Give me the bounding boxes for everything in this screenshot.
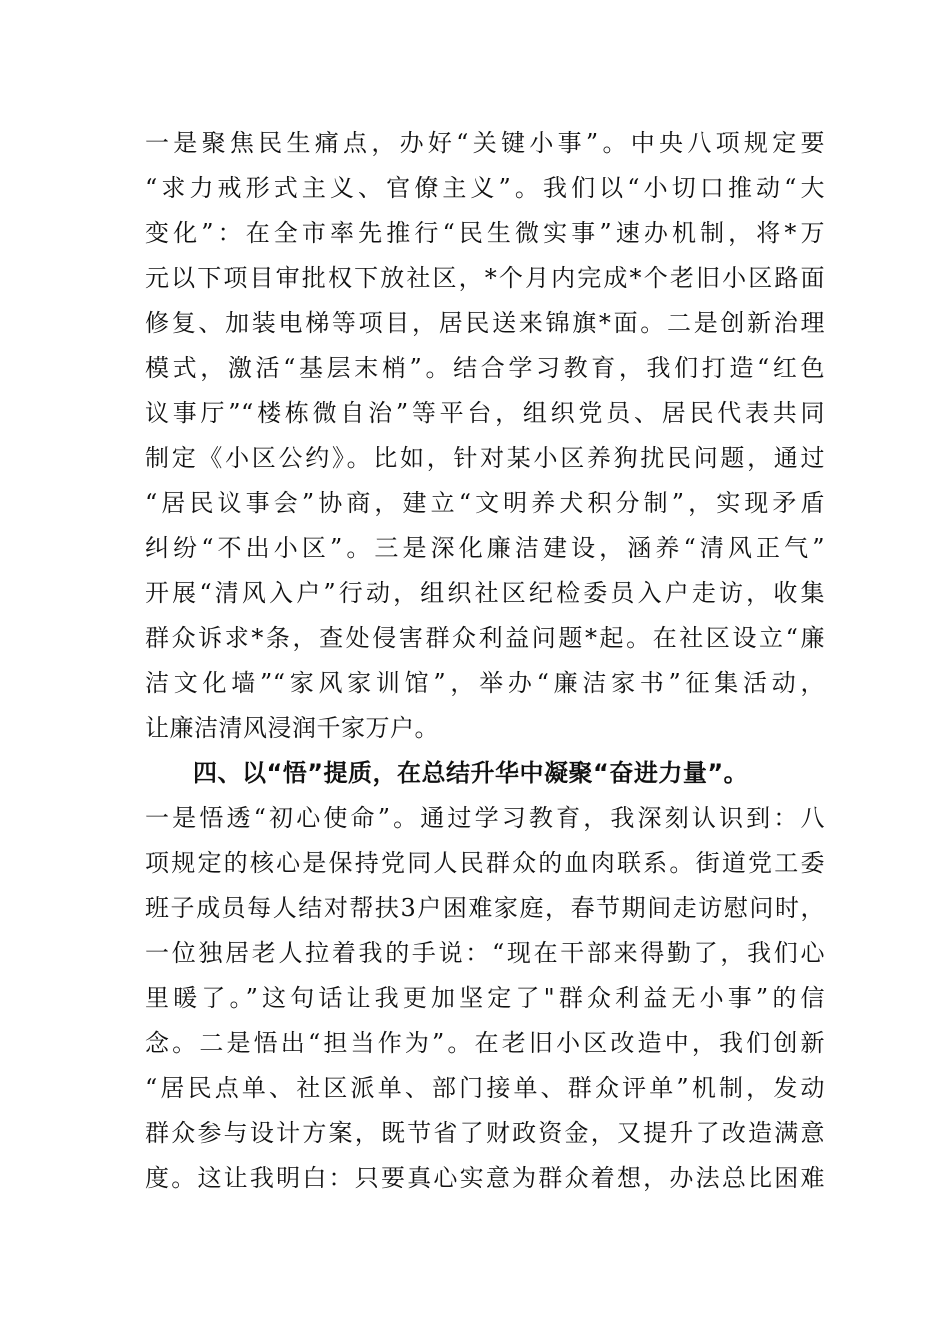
paragraph-line: “求力戒形式主义、官僚主义”。我们以“小切口推动“大 xyxy=(145,174,825,202)
paragraph-line: 让廉洁清风浸润千家万户。 xyxy=(145,714,439,742)
paragraph-line: 一位独居老人拉着我的手说：“现在干部来得勤了，我们心 xyxy=(145,939,825,967)
paragraph-line: 议事厅”“楼栋微自治”等平台，组织党员、居民代表共同 xyxy=(145,399,825,427)
paragraph-line: 念。二是悟出“担当作为”。在老旧小区改造中，我们创新 xyxy=(145,1029,825,1057)
paragraph-line: 班子成员每人结对帮扶3户困难家庭，春节期间走访慰问时， xyxy=(145,894,825,922)
paragraph-line: 制定《小区公约》。比如，针对某小区养狗扰民问题，通过 xyxy=(145,444,825,472)
paragraph-line: 里暖了。”这句话让我更加坚定了"群众利益无小事”的信 xyxy=(145,984,825,1012)
paragraph-line: 项规定的核心是保持党同人民群众的血肉联系。街道党工委 xyxy=(145,849,825,877)
paragraph-line: 纠纷“不出小区”。三是深化廉洁建设，涵养“清风正气” xyxy=(145,534,825,562)
paragraph-line: 群众参与设计方案，既节省了财政资金，又提升了改造满意 xyxy=(145,1119,825,1147)
paragraph-line: 群众诉求*条，查处侵害群众利益问题*起。在社区设立“廉 xyxy=(145,624,825,652)
paragraph-line: “居民议事会”协商，建立“文明养犬积分制”，实现矛盾 xyxy=(145,489,825,517)
paragraph-line: 度。这让我明白：只要真心实意为群众着想，办法总比困难 xyxy=(145,1164,825,1192)
paragraph-line: 一是聚焦民生痛点，办好“关键小事”。中央八项规定要 xyxy=(145,129,825,157)
paragraph-line: 开展“清风入户”行动，组织社区纪检委员入户走访，收集 xyxy=(145,579,825,607)
paragraph-line: 元以下项目审批权下放社区，*个月内完成*个老旧小区路面 xyxy=(145,264,825,292)
paragraph-line: 一是悟透“初心使命”。通过学习教育，我深刻认识到：八 xyxy=(145,804,825,832)
paragraph-line: 修复、加装电梯等项目，居民送来锦旗*面。二是创新治理 xyxy=(145,309,825,337)
paragraph-line: 模式，激活“基层末梢”。结合学习教育，我们打造“红色 xyxy=(145,354,825,382)
body-text xyxy=(145,121,825,1201)
paragraph-line: 洁文化墙”“家风家训馆”，举办“廉洁家书”征集活动， xyxy=(145,669,825,697)
paragraph-line: 变化”：在全市率先推行“民生微实事”速办机制，将*万 xyxy=(145,219,825,247)
section-heading: 四、以“悟”提质，在总结升华中凝聚“奋进力量”。 xyxy=(193,759,749,787)
paragraph-line: “居民点单、社区派单、部门接单、群众评单”机制，发动 xyxy=(145,1074,825,1102)
